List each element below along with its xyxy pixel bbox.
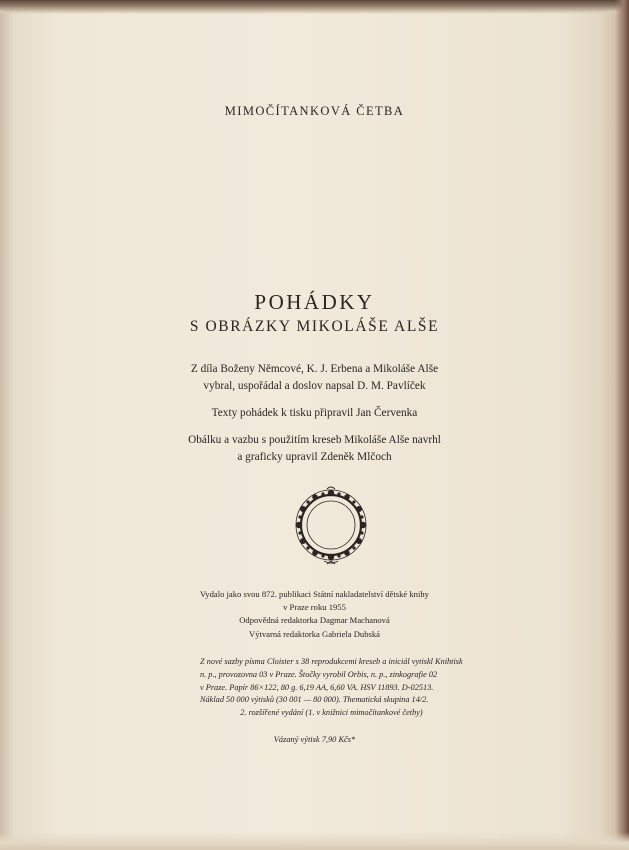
imprint-line-3: Odpovědná redaktorka Dagmar Machanová <box>239 615 390 626</box>
imprint-block <box>0 588 629 641</box>
page-bottom-edge <box>0 832 629 850</box>
technical-colophon <box>200 656 463 720</box>
credits-cover-line-2: a graficky upravil Zdeněk Mlčoch <box>237 451 392 463</box>
book-subtitle: S OBRÁZKY MIKOLÁŠE ALŠE <box>189 318 440 335</box>
colophon-line-2: n. p., provozovna 03 v Praze. Štočky vyrobil Orbis, n. p., zinkografie 02 <box>200 669 438 679</box>
colophon-line-3: v Praze. Papír 86×122, 80 g. 6,19 AA, 6,60 VA. HSV 11893. D-02513. <box>200 682 434 692</box>
credits-authors-line-1: Z díla Boženy Němcové, K. J. Erbena a Mikoláše Alše <box>190 363 439 375</box>
imprint-line-1: Vydalo jako svou 872. publikaci Státní nakladatelství dětské knihy <box>200 589 429 599</box>
series-name: MIMOČÍTANKOVÁ ČETBA <box>224 104 405 118</box>
colophon-line-4: Náklad 50 000 výtisků (30 001 — 80 000). Thematická skupina 14/2. <box>200 695 429 705</box>
colophon-line-1: Z nové sazby písma Cloister s 38 reprodukcemi kreseb a iniciál vytiskl Knihtisk <box>200 657 463 666</box>
imprint-line-4: Výtvarná redaktorka Gabriela Dubská <box>248 628 380 639</box>
price-line: Vázaný výtisk 7,90 Kčs* <box>273 735 356 744</box>
colophon-line-5: 2. rozšířené vydání (1. v knižnici mimočítankové četby) <box>240 708 423 718</box>
page-top-edge <box>0 0 629 14</box>
credits-texts-line: Texty pohádek k tisku připravil Jan Červenka <box>211 407 418 419</box>
credits-block <box>0 361 629 466</box>
credits-cover-line-1: Obálku a vazbu s použitím kreseb Mikoláše Alše navrhl <box>188 434 441 446</box>
floral-wreath-icon <box>291 485 371 565</box>
book-title: POHÁDKY <box>254 290 375 314</box>
imprint-line-2: v Praze roku 1955 <box>283 602 346 613</box>
credits-authors-line-2: vybral, uspořádal a doslov napsal D. M. Pavlíček <box>203 380 426 392</box>
